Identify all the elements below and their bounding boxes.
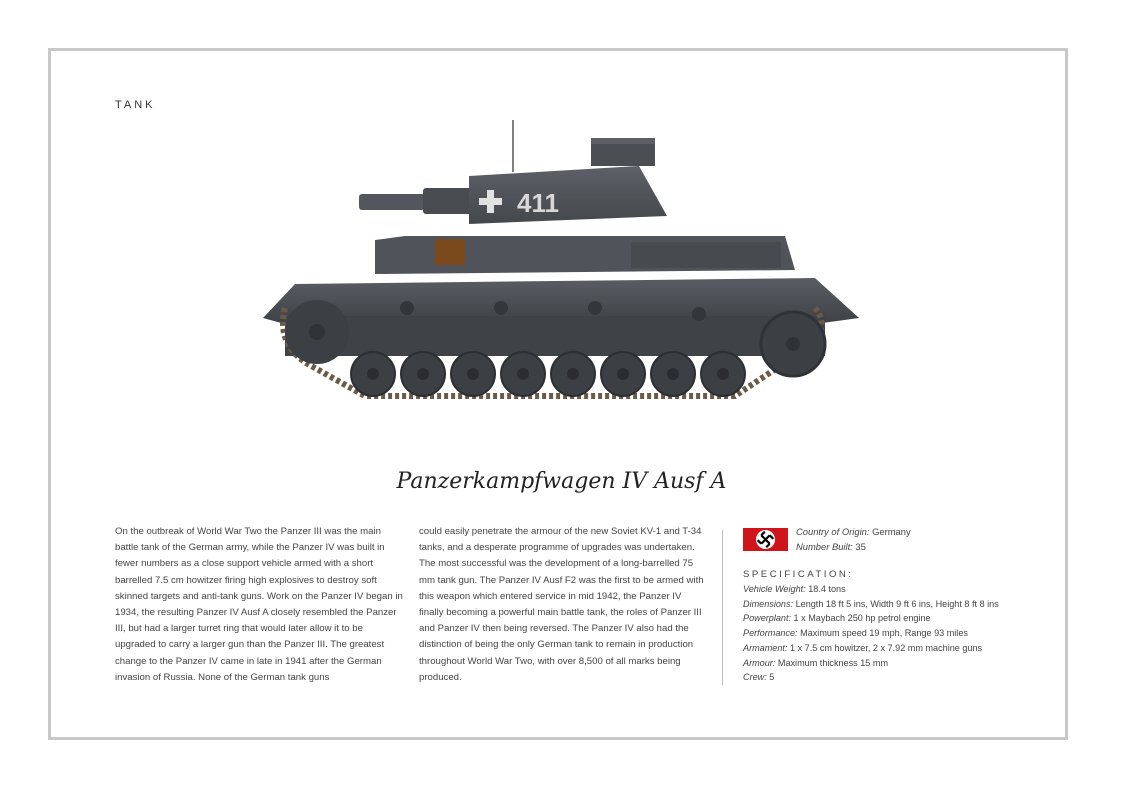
specification-list [743,582,999,685]
spec-item: Dimensions: Length 18 ft 5 ins, Width 9 ft 6 ins, Height 8 ft 8 ins [743,598,999,609]
vehicle-title: Panzerkampfwagen IV Ausf A [396,469,727,494]
turret-number: 411 [517,188,559,218]
description-column-2: could easily penetrate the armour of the new Soviet KV-1 and T-34 tanks, and a desperate programme of upgrades was undertaken. The most successful was the development of a long-barrelled 75 mm tank gun. The Panzer IV Ausf F2 was the first to be armed with this weapon which entered service in mid 1942, the Panzer IV finally becoming a powerful main battle tank, the roles of Panzer III and Panzer IV then being reversed. The Panzer IV also had the distinction of being the only German tank to remain in production throughout World War Two, with over 8,500 of all marks being produced. [419,526,704,683]
number-built: Number Built: 35 [796,541,866,552]
specification-heading: SPECIFICATION: [743,569,854,580]
origin-block [796,524,911,554]
tank-illustration [255,112,865,412]
german-flag-icon [743,528,788,551]
spec-item: Performance: Maximum speed 19 mph, Range 93 miles [743,628,968,639]
description-column-1: On the outbreak of World War Two the Panzer III was the main battle tank of the German army, while the Panzer IV was built in fewer numbers as a close support vehicle armed with a short barrelled 7.5 cm howitzer firing high explosives to destroy soft skinned targets and anti-tank guns. Work on the Panzer IV began in 1934, the resulting Panzer IV Ausf A closely resembled the Panzer III, but had a larger turret ring that would later allow it to be upgraded to carry a larger gun than the Panzer III. The greatest change to the Panzer IV came in late in 1941 after the German invasion of Russia. None of the German tank guns [115,526,403,683]
column-divider [722,530,723,685]
spec-item: Powerplant: 1 x Maybach 250 hp petrol engine [743,613,931,624]
spec-item: Vehicle Weight: 18.4 tons [743,584,846,594]
spec-item: Armament: 1 x 7.5 cm howitzer, 2 x 7.92 mm machine guns [743,642,983,653]
category-label: TANK [115,99,156,111]
country-of-origin: Country of Origin: Germany [796,526,911,537]
spec-item: Crew: 5 [743,672,775,683]
spec-item: Armour: Maximum thickness 15 mm [743,657,889,668]
